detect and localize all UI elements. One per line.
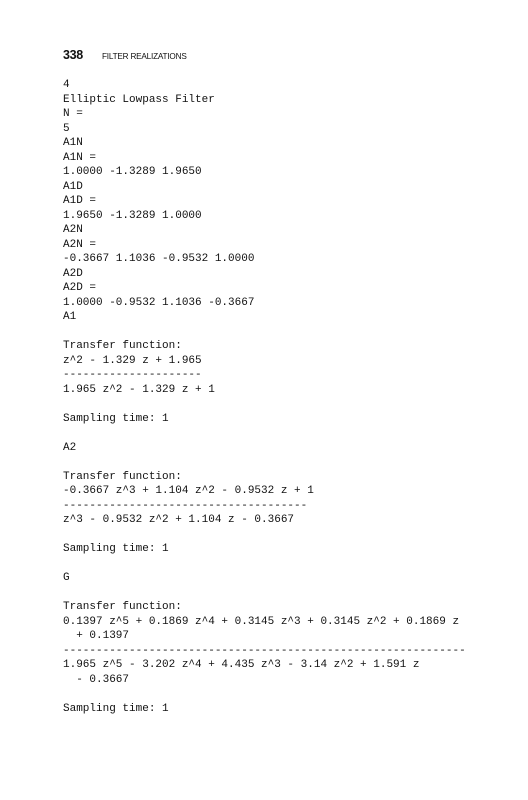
code-line: 1.9650 -1.3289 1.0000 (63, 209, 202, 222)
code-line: A2D (63, 267, 83, 280)
code-line: 1.965 z^2 - 1.329 z + 1 (63, 383, 215, 396)
blank-line (63, 687, 466, 702)
code-line: Sampling time: 1 (63, 412, 169, 425)
blank-line (63, 397, 466, 412)
code-line: G (63, 572, 70, 584)
code-line: 5 (63, 122, 70, 135)
code-line: Sampling time: 1 (63, 702, 169, 715)
blank-line (63, 528, 466, 543)
code-line: A1D (63, 180, 83, 193)
code-line: 1.965 z^5 - 3.202 z^4 + 4.435 z^3 - 3.14 z^2 + 1.591 z (63, 659, 420, 671)
code-line: A1 (63, 311, 77, 323)
code-line: z^2 - 1.329 z + 1.965 (63, 354, 202, 367)
code-line: ------------------------------------- (63, 499, 308, 512)
code-line: 4 (63, 79, 70, 91)
code-line: Transfer function: (63, 340, 182, 352)
code-line: Elliptic Lowpass Filter (63, 93, 215, 106)
blank-line (63, 426, 466, 441)
code-line: 1.0000 -0.9532 1.1036 -0.3667 (63, 296, 255, 309)
code-line: 1.0000 -1.3289 1.9650 (63, 166, 202, 178)
code-listing (63, 78, 466, 716)
code-line: - 0.3667 (63, 673, 130, 686)
code-line: Transfer function: (63, 601, 182, 613)
code-line: -0.3667 1.1036 -0.9532 1.0000 (63, 253, 255, 265)
running-title: FILTER REALIZATIONS (101, 52, 187, 61)
code-line: N = (63, 108, 83, 120)
code-line: A1N (63, 137, 83, 149)
code-line: Transfer function: (63, 470, 182, 483)
code-line: A1D = (63, 195, 97, 207)
blank-line (63, 586, 466, 601)
code-line: A2 (63, 441, 77, 454)
code-line: z^3 - 0.9532 z^2 + 1.104 z - 0.3667 (63, 514, 295, 526)
code-line: 0.1397 z^5 + 0.1869 z^4 + 0.3145 z^3 + 0.3145 z^2 + 0.1869 z (63, 615, 460, 628)
page-header (63, 48, 187, 62)
code-line: ------------------------------------------------------------- (63, 644, 466, 657)
code-line: A2N (63, 224, 83, 236)
code-line: -0.3667 z^3 + 1.104 z^2 - 0.9532 z + 1 (63, 485, 314, 497)
code-line: --------------------- (63, 369, 202, 381)
blank-line (63, 325, 466, 340)
code-line: A2D = (63, 282, 97, 294)
page-number: 338 (63, 48, 83, 62)
blank-line (63, 557, 466, 572)
code-line: + 0.1397 (63, 630, 130, 642)
code-line: A2N = (63, 238, 97, 251)
blank-line (63, 455, 466, 470)
code-line: A1N = (63, 151, 97, 164)
code-line: Sampling time: 1 (63, 543, 169, 555)
